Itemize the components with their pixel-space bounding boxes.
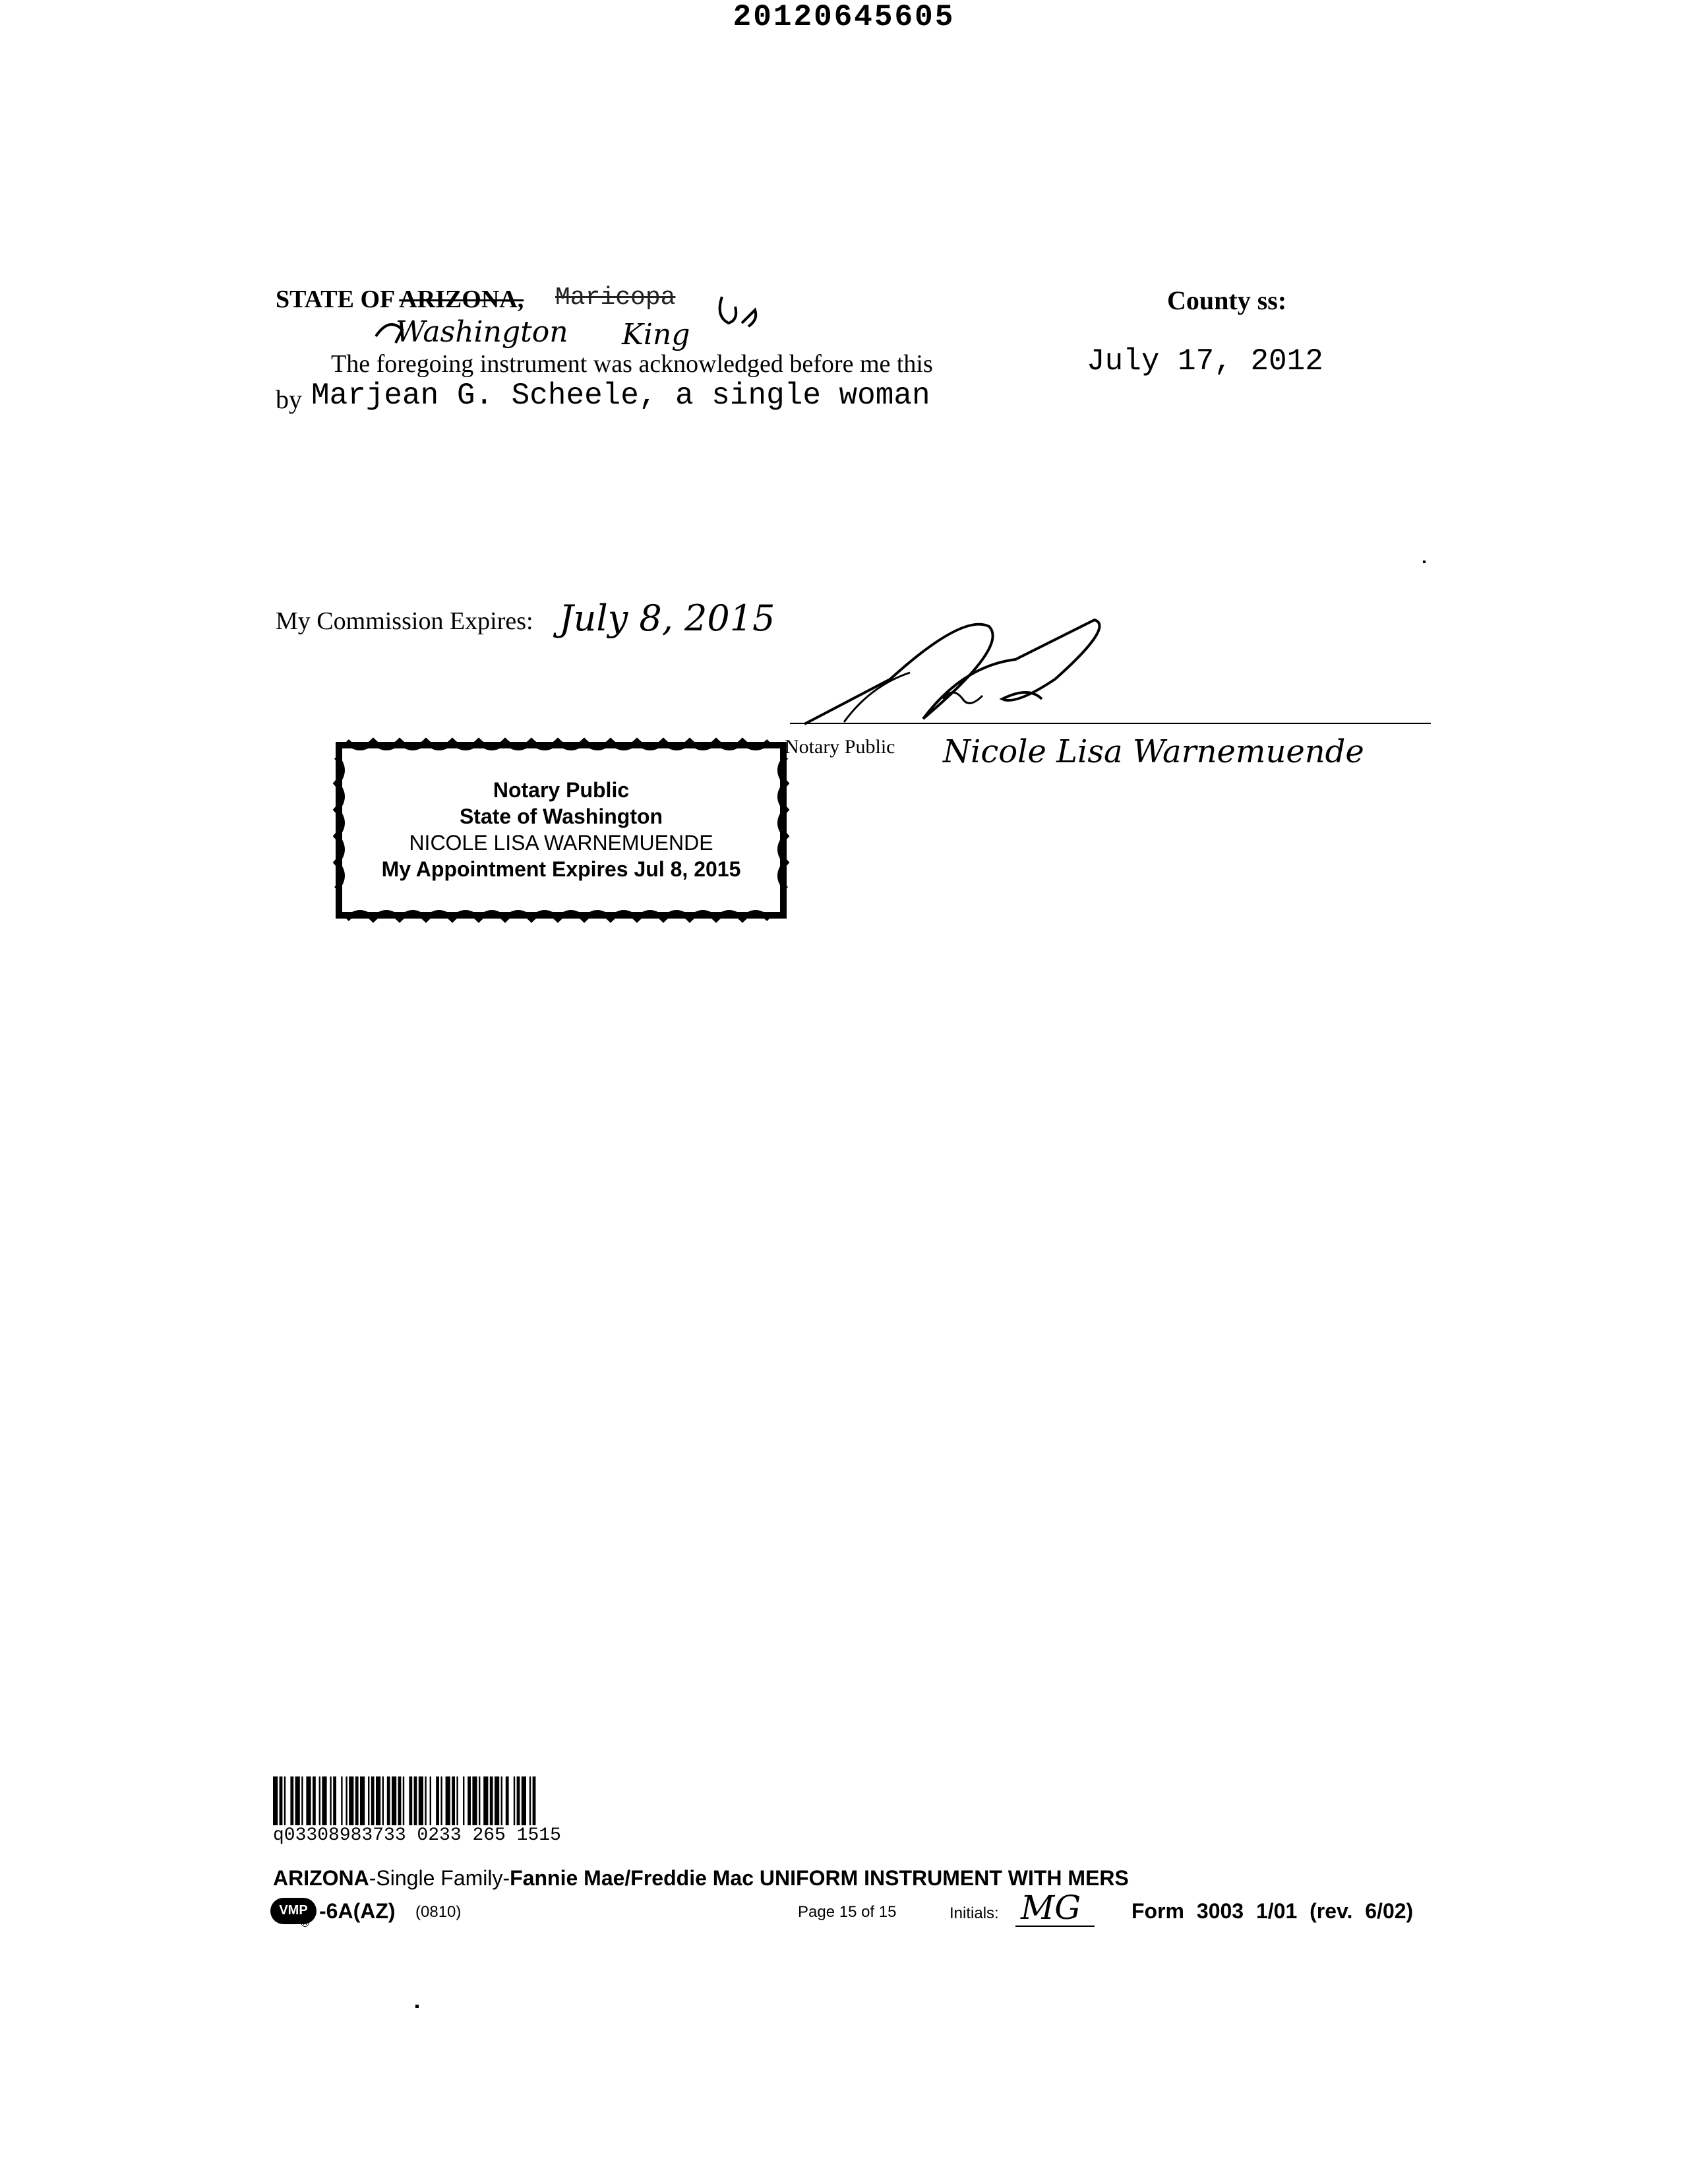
initials-label: Initials: — [950, 1904, 999, 1922]
by-label: by — [276, 384, 302, 414]
stamp-line-1: Notary Public — [493, 778, 630, 802]
barcode-bar — [419, 1776, 423, 1825]
stamp-text — [334, 777, 789, 882]
notary-stamp — [334, 737, 789, 923]
barcode-bar — [360, 1776, 365, 1825]
barcode-bar — [387, 1776, 390, 1825]
barcode-bar — [306, 1776, 311, 1825]
barcode-bar — [430, 1776, 431, 1825]
document-number: 20120645605 — [733, 0, 955, 34]
barcode-bar — [514, 1776, 515, 1825]
barcode-bar — [330, 1776, 331, 1825]
barcode-bar — [467, 1776, 471, 1825]
county-handwritten: King — [622, 318, 690, 351]
barcode-bar — [490, 1776, 493, 1825]
commission-expires-label: My Commission Expires: — [276, 607, 533, 635]
footer-state: ARIZONA — [273, 1866, 369, 1890]
footer-agencies: Fannie Mae/Freddie Mac — [510, 1866, 754, 1890]
registered-mark: ® — [301, 1916, 310, 1929]
footer-instrument: UNIFORM INSTRUMENT WITH MERS — [759, 1866, 1129, 1890]
barcode-bar — [392, 1776, 396, 1825]
barcode-bar — [403, 1776, 404, 1825]
state-struck-text: ARIZONA, — [399, 286, 524, 313]
barcode-bar — [456, 1776, 458, 1825]
barcode-bar — [273, 1776, 278, 1825]
barcode-bar — [376, 1776, 380, 1825]
barcode-bar — [295, 1776, 300, 1825]
speck-mark — [1423, 561, 1426, 563]
barcode-bar — [533, 1776, 536, 1825]
barcode-bar — [440, 1776, 442, 1825]
barcode-bar — [355, 1776, 359, 1825]
barcode-bar — [446, 1776, 450, 1825]
barcode-bar — [452, 1776, 455, 1825]
stamp-line-2: State of Washington — [459, 804, 663, 828]
barcode-bar — [436, 1776, 439, 1825]
barcode — [273, 1776, 728, 1827]
form-revision: (0810) — [415, 1903, 462, 1921]
barcode-bar — [529, 1776, 531, 1825]
barcode-bar — [483, 1776, 488, 1825]
commission-expires-handwritten: July 8, 2015 — [559, 597, 775, 639]
barcode-bar — [341, 1776, 342, 1825]
county-struck-text: Maricopa — [555, 284, 676, 312]
barcode-bar — [290, 1776, 293, 1825]
barcode-bar — [479, 1776, 480, 1825]
barcode-bar — [517, 1776, 520, 1825]
footer-title — [273, 1866, 1129, 1891]
form-number: Form 3003 1/01 (rev. 6/02) — [1131, 1899, 1414, 1923]
barcode-bar — [301, 1776, 303, 1825]
stamp-line-4: My Appointment Expires Jul 8, 2015 — [381, 857, 741, 881]
barcode-bar — [463, 1776, 464, 1825]
acknowledgment-statement: The foregoing instrument was acknowledged before me this — [331, 350, 933, 378]
initials-line — [1015, 1926, 1095, 1927]
barcode-bar — [346, 1776, 347, 1825]
barcode-bar — [319, 1776, 320, 1825]
page-number: Page 15 of 15 — [798, 1903, 897, 1921]
barcode-bar — [349, 1776, 353, 1825]
form-code: -6A(AZ) — [319, 1899, 396, 1923]
vmp-logo — [270, 1898, 316, 1924]
barcode-bar — [333, 1776, 336, 1825]
barcode-bar — [495, 1776, 499, 1825]
notary-signature — [791, 607, 1134, 739]
barcode-bar — [414, 1776, 417, 1825]
county-ss-label: County ss: — [1167, 286, 1287, 315]
state-handwritten: Washington — [396, 315, 568, 349]
barcode-bar — [506, 1776, 509, 1825]
speck-mark — [415, 2005, 419, 2008]
barcode-bar — [284, 1776, 286, 1825]
barcode-bar — [398, 1776, 402, 1825]
state-label: STATE OF — [276, 286, 394, 313]
barcode-bar — [371, 1776, 375, 1825]
stamp-line-3: NICOLE LISA WARNEMUENDE — [409, 831, 713, 855]
barcode-bar — [313, 1776, 316, 1825]
initials-handwritten: MG — [1021, 1889, 1081, 1927]
signer-name: Marjean G. Scheele, a single woman — [311, 379, 930, 413]
notary-printed-name-handwritten: Nicole Lisa Warnemuende — [943, 733, 1364, 770]
vmp-logo-text: VMP — [279, 1903, 308, 1918]
barcode-bar — [472, 1776, 477, 1825]
barcode-bar — [522, 1776, 526, 1825]
barcode-bar — [425, 1776, 426, 1825]
footer-single-family: -Single Family- — [369, 1866, 510, 1890]
barcode-bar — [322, 1776, 326, 1825]
barcode-bar — [280, 1776, 283, 1825]
barcode-bar — [501, 1776, 502, 1825]
notary-public-label: Notary Public — [785, 736, 895, 758]
barcode-bar — [409, 1776, 412, 1825]
barcode-bar — [382, 1776, 384, 1825]
barcode-text: q03308983733 0233 265 1515 — [273, 1825, 561, 1846]
barcode-bar — [368, 1776, 369, 1825]
acknowledgment-date: July 17, 2012 — [1087, 344, 1323, 379]
signature-line — [790, 723, 1431, 724]
